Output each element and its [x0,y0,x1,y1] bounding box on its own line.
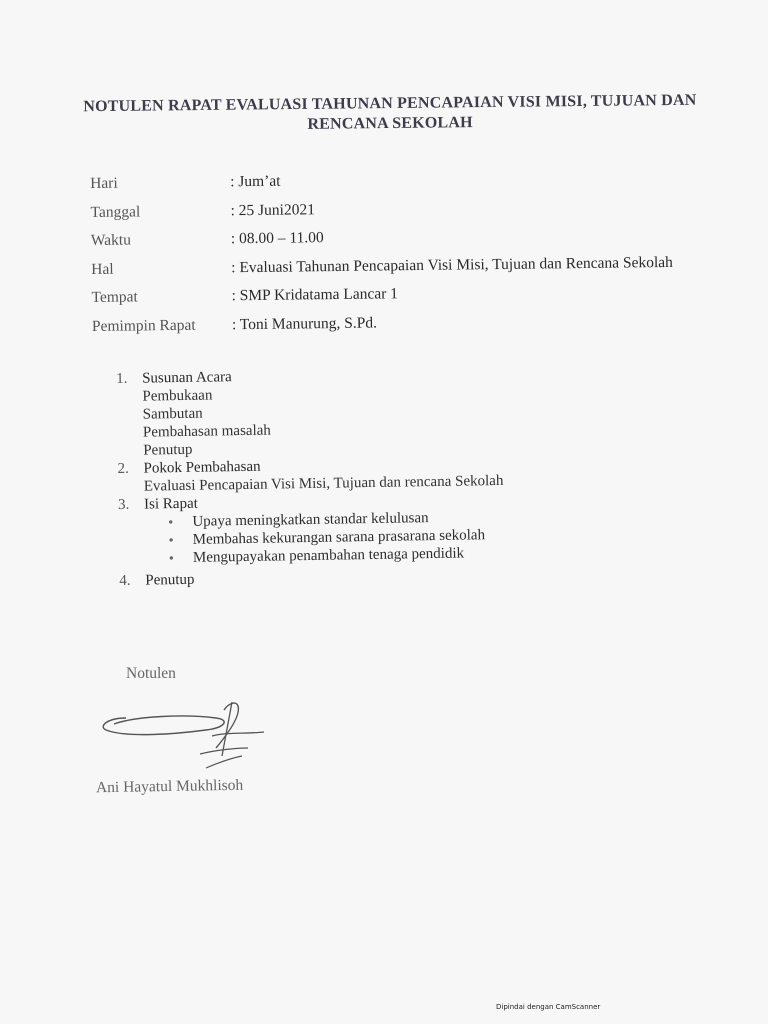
item-title: Penutup [145,571,195,589]
agenda-item-penutup [119,564,639,590]
sub-item: Pembukaan [142,387,213,405]
info-label: Pemimpin Rapat [91,316,196,335]
info-value: : 25 Juni2021 [230,201,316,220]
bullet-text: Upaya meningkatkan standar kelulusan [192,510,429,530]
info-value: : Jum’at [230,172,281,191]
info-label: Hal [91,260,114,278]
meeting-info [90,162,712,341]
document-title [60,91,720,138]
info-value: : 08.00 – 11.00 [230,229,324,248]
camscanner-watermark: Dipindai dengan CamScanner [496,1003,601,1011]
bullet-dot-icon: ● [168,553,174,563]
bullet-text: Membahas kekurangan sarana prasarana sekolah [192,527,486,548]
bullet-list [118,506,639,568]
item-title: Pokok Pembahasan [143,458,261,477]
notulen-label: Notulen [126,665,176,682]
item-number: 2. [117,460,129,477]
bullet-dot-icon: ● [168,517,174,527]
item-number: 3. [117,496,130,513]
handwritten-signature [96,696,286,780]
bullet-text: Mengupayakan penambahan tenaga pendidik [192,545,465,566]
info-value: : Evaluasi Tahunan Pencapaian Visi Misi, Tujuan dan Rencana Sekolah [231,253,673,277]
item-number: 1. [116,370,128,387]
info-label: Waktu [90,231,132,250]
info-label: Tanggal [90,203,141,221]
agenda-list [116,362,639,590]
info-label: Tempat [91,288,138,307]
item-title: Susunan Acara [142,369,232,387]
sub-item: Evaluasi Pencapaian Visi Misi, Tujuan dan rencana Sekolah [143,472,504,495]
sub-item: Sambutan [142,405,203,423]
title-line-1: NOTULEN RAPAT EVALUASI TAHUNAN PENCAPAIAN VISI MISI, TUJUAN DAN [83,91,697,116]
item-title: Isi Rapat [143,495,198,513]
signer-name: Ani Hayatul Mukhlisoh [95,776,244,797]
title-line-2: RENCANA SEKOLAH [307,114,473,133]
info-label: Hari [90,174,118,193]
sub-item: Pembahasan masalah [142,422,271,441]
sub-item: Penutup [143,441,193,459]
item-number: 4. [119,572,131,589]
bullet-dot-icon: ● [168,535,174,545]
info-value: : Toni Manurung, S.Pd. [231,314,378,334]
info-value: : SMP Kridatama Lancar 1 [231,285,399,305]
